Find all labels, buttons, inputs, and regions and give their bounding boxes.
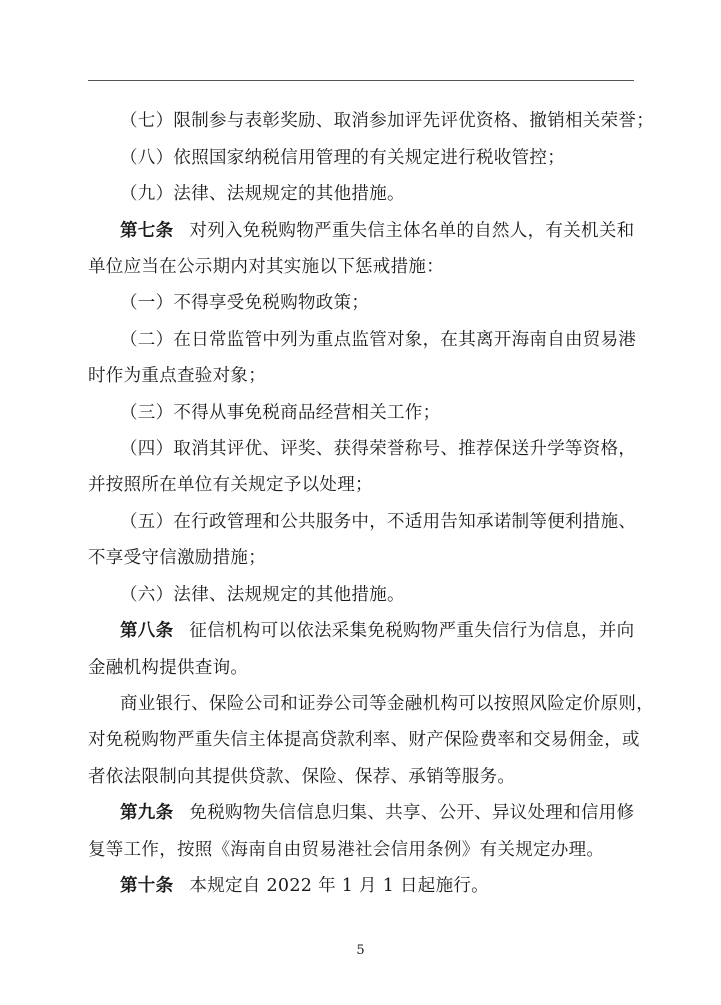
article-line: 第七条 对列入免税购物严重失信主体名单的自然人，有关机关和 [120, 221, 635, 241]
clause-line: （四）取消其评优、评奖、获得荣誉称号、推荐保送升学等资格， [120, 439, 637, 459]
clause-line: （二）在日常监管中列为重点监管对象，在其离开海南自由贸易港 [120, 330, 637, 350]
header-rule [88, 80, 634, 81]
article-line: 第十条 本规定自 2022 年 1 月 1 日起施行。 [120, 876, 489, 896]
article-heading: 第七条 [120, 221, 174, 241]
text-line: 并按照所在单位有关规定予以处理； [88, 475, 373, 495]
article-line: 第九条 免税购物失信信息归集、共享、公开、异议处理和信用修 [120, 803, 635, 823]
text-line: 复等工作，按照《海南自由贸易港社会信用条例》有关规定办理。 [88, 840, 605, 860]
article-line: 第八条 征信机构可以依法采集免税购物严重失信行为信息，并向 [120, 621, 635, 641]
article-heading: 第十条 [120, 876, 174, 896]
clause-line: （三）不得从事免税商品经营相关工作； [120, 403, 441, 423]
text-line: 不享受守信激励措施； [88, 548, 266, 568]
clause-line: （五）在行政管理和公共服务中，不适用告知承诺制等便利措施、 [120, 512, 637, 532]
text-line: 对免税购物严重失信主体提高贷款利率、财产保险费率和交易佣金，或 [88, 730, 640, 750]
paragraph-line: 商业银行、保险公司和证券公司等金融机构可以按照风险定价原则， [120, 694, 654, 714]
article-heading: 第九条 [120, 803, 174, 823]
clause-line: （九）法律、法规规定的其他措施。 [120, 184, 405, 204]
text-line: 金融机构提供查询。 [88, 658, 249, 678]
clause-line: （八）依照国家纳税信用管理的有关规定进行税收管控； [120, 148, 565, 168]
page-number: 5 [356, 943, 365, 958]
clause-line: （六）法律、法规规定的其他措施。 [120, 585, 405, 605]
text-line: 者依法限制向其提供贷款、保险、保荐、承销等服务。 [88, 767, 516, 787]
clause-line: （七）限制参与表彰奖励、取消参加评先评优资格、撤销相关荣誉； [120, 111, 654, 131]
text-line: 时作为重点查验对象； [88, 366, 266, 386]
clause-line: （一）不得享受免税购物政策； [120, 293, 370, 313]
article-heading: 第八条 [120, 621, 174, 641]
text-line: 单位应当在公示期内对其实施以下惩戒措施： [88, 257, 444, 277]
